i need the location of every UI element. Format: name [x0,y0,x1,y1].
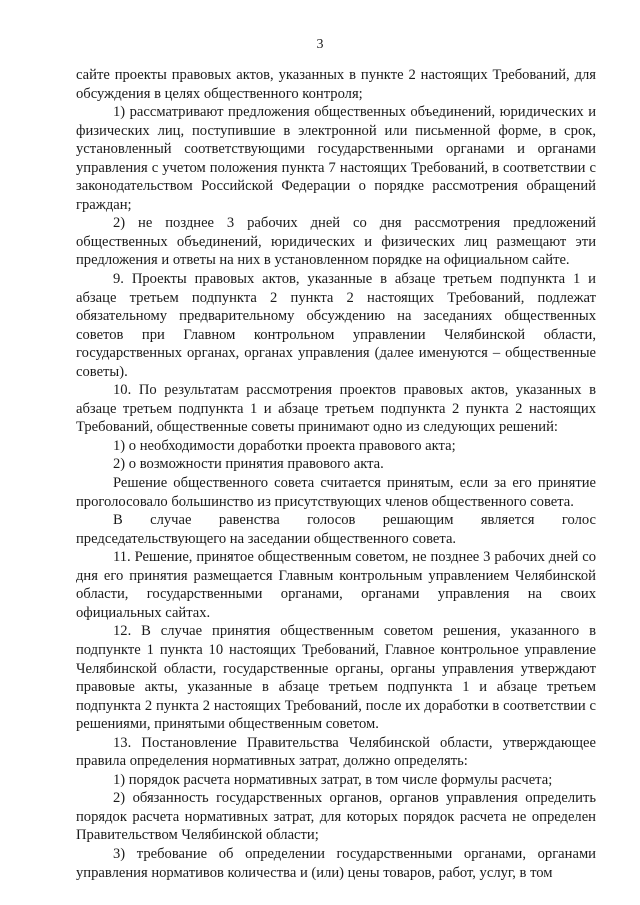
paragraph-decision-1: 1) о необходимости доработки проекта правового акта; [113,437,456,454]
paragraph-subitem-2: 2) не позднее 3 рабочих дней со дня рассмотрения предложений общественных объединений, юридических и физических лиц размещают эти предложения и ответы на них в установленном порядке на официальном сайте. [76,215,596,269]
paragraph-item-10: 10. По результатам рассмотрения проектов правовых актов, указанных в абзаце третьем подпункта 1 и абзаце третьем подпункта 2 пункта 2 настоящих Требований, общественные советы принимают одно из следующих решений: [76,382,596,436]
paragraph-item-12: 12. В случае принятия общественным советом решения, указанного в подпункте 1 пункта 10 настоящих Требований, Главное контрольное управление Челябинской области, государственные органы, органы управления утверждают правовые акты, указанные в абзаце третьем подпункта 1 и абзаце третьем подпункта 2 пункта 2 настоящих Требований, после их доработки в соответствии с решениями, принятыми общественным советом. [76,623,596,733]
document-body [76,66,596,882]
paragraph-item-9: 9. Проекты правовых актов, указанные в абзаце третьем подпункта 1 и абзаце третьем подпункта 2 пункта 2 настоящих Требований, подлежат обязательному предварительному обсуждению на заседаниях общественных советов при Главном контрольном управлении Челябинской области, государственных органах, органах управления (далее именуются – общественные советы). [76,271,596,380]
paragraph-majority-rule: Решение общественного совета считается принятым, если за его принятие проголосовало большинство из присутствующих членов общественного совета. [76,475,596,510]
paragraph-continuation: сайте проекты правовых актов, указанных в пункте 2 настоящих Требований, для обсуждения в целях общественного контроля; [76,67,596,102]
paragraph-rule-1: 1) порядок расчета нормативных затрат, в том числе формулы расчета; [113,771,553,788]
paragraph-item-13: 13. Постановление Правительства Челябинской области, утверждающее правила определения нормативных затрат, должно определять: [76,734,596,770]
page-number: 3 [316,37,324,52]
paragraph-rule-3: 3) требование об определении государственными органами, органами управления нормативов количества и (или) цены товаров, работ, услуг, в том [76,845,596,881]
paragraph-subitem-1: 1) рассматривают предложения общественных объединений, юридических и физических лиц, поступившие в электронной или письменной форме, в срок, установленный соответствующими государственными органами и органами управления с учетом положения пункта 7 настоящих Требований, в соответствии с законодательством Российской Федерации о порядке рассмотрения обращений граждан; [76,104,596,213]
paragraph-item-11: 11. Решение, принятое общественным советом, не позднее 3 рабочих дней со дня его принятия размещается Главным контрольным управлением Челябинской области, государственными органами, органами управления на своих официальных сайтах. [76,549,596,621]
paragraph-rule-2: 2) обязанность государственных органов, органов управления определить порядок расчета нормативных затрат, для которых порядок расчета не определен Правительством Челябинской области; [76,790,596,844]
paragraph-tie-rule: В случае равенства голосов решающим является голос председательствующего на заседании общественного совета. [76,512,596,547]
paragraph-decision-2: 2) о возможности принятия правового акта. [113,456,384,473]
